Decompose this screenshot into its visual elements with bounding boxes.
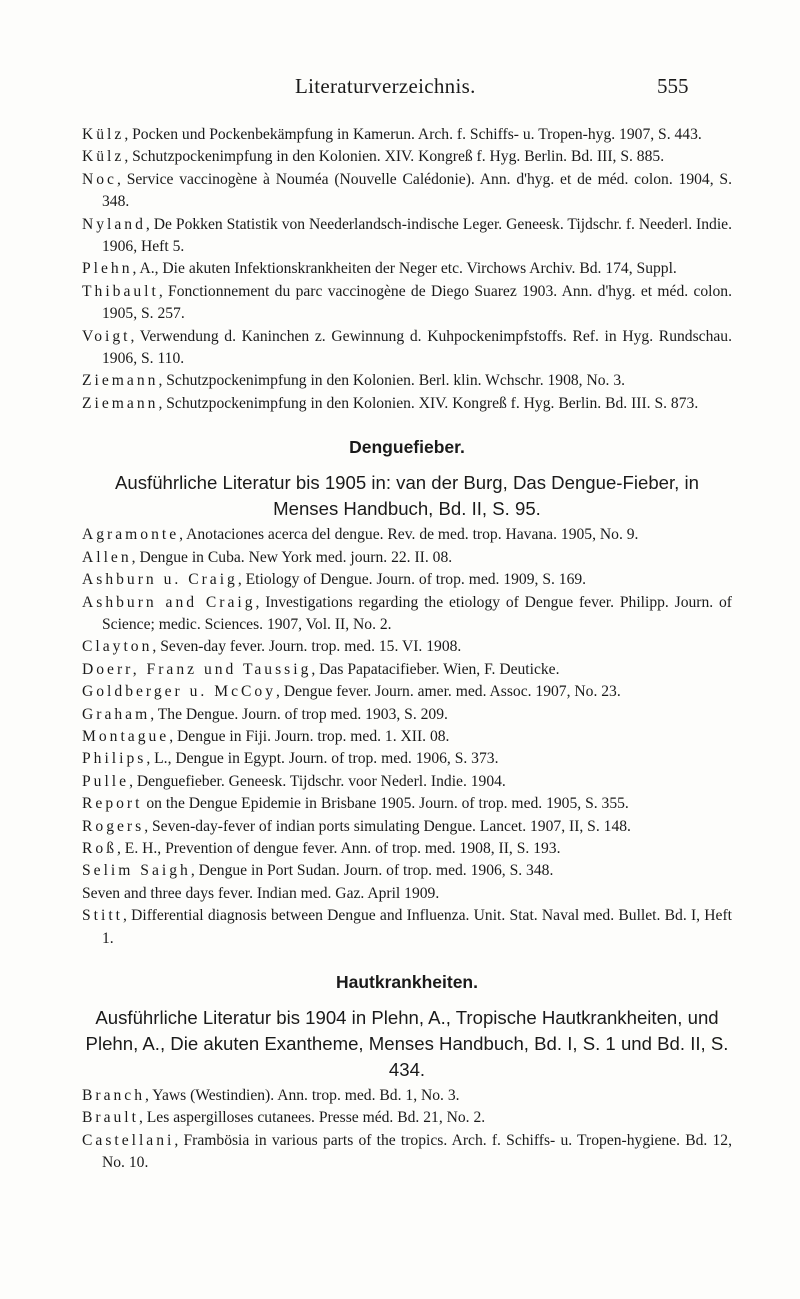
reference-text: , Seven-day-fever of indian ports simulating Dengue. Lancet. 1907, II, S. 148. xyxy=(144,817,631,835)
reference-entry xyxy=(82,659,732,681)
reference-text: Seven and three days fever. Indian med. Gaz. April 1909. xyxy=(82,884,440,902)
reference-author: Stitt xyxy=(82,907,124,925)
reference-entry xyxy=(82,258,732,280)
reference-author: Roß xyxy=(82,839,117,857)
reference-text: , Fonctionnement du parc vaccinogène de Diego Suarez 1903. Ann. d'hyg. et méd. colon. 1905, S. 257. xyxy=(102,282,732,323)
reference-author: Agramonte xyxy=(82,526,180,544)
reference-text: , Schutzpockenimpfung in den Kolonien. Berl. klin. Wchschr. 1908, No. 3. xyxy=(158,372,626,390)
section-title-skin: Hautkrankheiten. xyxy=(336,972,478,992)
reference-entry xyxy=(82,905,732,950)
reference-author: Goldberger u. McCoy xyxy=(82,683,277,701)
reference-entry xyxy=(82,214,732,259)
dengue-intro: Ausführliche Literatur bis 1905 in: van der Burg, Das Dengue-Fieber, in Menses Handbuch, Bd. II, S. 95. xyxy=(115,472,699,520)
reference-text: , Frambösia in various parts of the tropics. Arch. f. Schiffs- u. Tropen-hygiene. Bd. 12, No. 10. xyxy=(102,1131,732,1172)
reference-text: , Yaws (Westindien). Ann. trop. med. Bd. 1, No. 3. xyxy=(145,1087,460,1104)
reference-author: Ashburn u. Craig xyxy=(82,571,238,589)
reference-entry xyxy=(82,281,732,326)
reference-text: , E. H., Prevention of dengue fever. Ann. of trop. med. 1908, II, S. 193. xyxy=(117,839,561,857)
reference-text: , Anotaciones acerca del dengue. Rev. de med. trop. Havana. 1905, No. 9. xyxy=(179,526,639,544)
reference-entry xyxy=(82,569,732,591)
reference-text: , Les aspergilloses cutanees. Presse méd. Bd. 21, No. 2. xyxy=(138,1109,486,1127)
reference-author: Noc xyxy=(82,170,117,188)
reference-entry xyxy=(82,146,732,168)
reference-author: Ashburn and Craig xyxy=(82,593,256,611)
reference-entry xyxy=(82,524,732,546)
reference-text: , L., Dengue in Egypt. Journ. of trop. med. 1906, S. 373. xyxy=(146,750,499,768)
reference-entry xyxy=(82,370,732,392)
reference-entry xyxy=(82,592,732,637)
reference-author: Pulle xyxy=(82,772,130,790)
reference-entry xyxy=(82,726,732,748)
reference-author: Philips xyxy=(82,750,147,768)
reference-text: , A., Die akuten Infektionskrankheiten der Neger etc. Virchows Archiv. Bd. 174, Suppl. xyxy=(132,260,677,278)
reference-text: , Seven-day fever. Journ. trop. med. 15. VI. 1908. xyxy=(152,638,462,656)
reference-text: , De Pokken Statistik von Neederlandsch-indische Leger. Geneesk. Tijdschr. f. Neederl. Indie. 1906, Heft 5. xyxy=(102,215,732,256)
reference-author: Branch xyxy=(82,1087,146,1104)
reference-author: Graham xyxy=(82,705,151,723)
reference-author: Plehn xyxy=(82,260,133,278)
reference-entry xyxy=(82,326,732,371)
reference-text: , Verwendung d. Kaninchen z. Gewinnung d. Kuhpockenimpfstoffs. Ref. in Hyg. Rundschau. 1906, S. 110. xyxy=(102,327,732,368)
reference-text: , Service vaccinogène à Nouméa (Nouvelle Calédonie). Ann. d'hyg. et de méd. colon. 1904, S. 348. xyxy=(102,170,732,211)
reference-text: on the Dengue Epidemie in Brisbane 1905. Journ. of trop. med. 1905, S. 355. xyxy=(142,795,629,813)
reference-entry xyxy=(82,1107,732,1129)
header-title: Literaturverzeichnis. xyxy=(295,74,476,98)
reference-entry xyxy=(82,883,732,905)
reference-entry xyxy=(82,838,732,860)
reference-author: Nyland xyxy=(82,215,146,233)
reference-text: , Dengue fever. Journ. amer. med. Assoc. 1907, No. 23. xyxy=(276,683,621,701)
reference-text: , The Dengue. Journ. of trop med. 1903, S. 209. xyxy=(150,705,448,723)
reference-text: , Differential diagnosis between Dengue and Influenza. Unit. Stat. Naval med. Bullet. Bd. I, Heft 1. xyxy=(102,907,732,947)
skin-reference-list xyxy=(82,1085,732,1175)
reference-entry xyxy=(82,1085,732,1107)
section-title-dengue: Denguefieber. xyxy=(349,437,465,458)
reference-entry xyxy=(82,169,732,214)
reference-author: Report xyxy=(82,795,143,813)
dengue-reference-list xyxy=(82,524,732,950)
reference-author: Külz xyxy=(82,126,125,143)
reference-text: , Denguefieber. Geneesk. Tijdschr. voor Nederl. Indie. 1904. xyxy=(129,772,506,790)
reference-entry xyxy=(82,547,732,569)
reference-text: , Schutzpockenimpfung in den Kolonien. XIV. Kongreß f. Hyg. Berlin. Bd. III. S. 873. xyxy=(158,394,699,412)
reference-entry xyxy=(82,636,732,658)
reference-entry xyxy=(82,771,732,793)
reference-author: Ziemann xyxy=(82,372,159,390)
reference-entry xyxy=(82,681,732,703)
reference-entry xyxy=(82,124,732,146)
reference-author: Allen xyxy=(82,548,132,566)
reference-author: Montague xyxy=(82,727,170,745)
reference-author: Brault xyxy=(82,1109,139,1127)
bibliography xyxy=(82,124,732,1175)
reference-author: Clayton xyxy=(82,638,153,656)
reference-entry xyxy=(82,793,732,815)
reference-author: Ziemann xyxy=(82,394,159,412)
reference-text: , Pocken und Pockenbekämpfung in Kamerun. Arch. f. Schiffs- u. Tropen-hyg. 1907, S. 443. xyxy=(124,126,702,143)
reference-entry xyxy=(82,1130,732,1175)
reference-entry xyxy=(82,860,732,882)
reference-text: , Investigations regarding the etiology of Dengue fever. Philipp. Journ. of Science; medic. Sciences. 1907, Vol. II, No. 2. xyxy=(102,593,732,633)
reference-text: , Das Papatacifieber. Wien, F. Deuticke. xyxy=(311,660,560,678)
reference-text: , Schutzpockenimpfung in den Kolonien. XIV. Kongreß f. Hyg. Berlin. Bd. III, S. 885. xyxy=(124,148,665,166)
skin-intro: Ausführliche Literatur bis 1904 in Plehn, A., Tropische Hautkrankheiten, und Plehn, A., Die akuten Exantheme, Menses Handbuch, Bd. I, S. 1 und Bd. II, S. 434. xyxy=(85,1007,729,1080)
reference-author: Voigt xyxy=(82,327,131,345)
reference-text: , Etiology of Dengue. Journ. of trop. med. 1909, S. 169. xyxy=(237,571,587,589)
reference-text: , Dengue in Cuba. New York med. journ. 22. II. 08. xyxy=(131,548,453,566)
reference-text: , Dengue in Fiji. Journ. trop. med. 1. XII. 08. xyxy=(169,727,450,745)
intro-reference-list xyxy=(82,124,732,415)
reference-text: , Dengue in Port Sudan. Journ. of trop. med. 1906, S. 348. xyxy=(190,862,554,880)
reference-author: Külz xyxy=(82,148,125,166)
running-header xyxy=(0,74,800,104)
page-number: 555 xyxy=(657,74,689,98)
reference-author: Thibault xyxy=(82,282,159,300)
reference-entry xyxy=(82,393,732,415)
reference-entry xyxy=(82,816,732,838)
reference-entry xyxy=(82,704,732,726)
reference-entry xyxy=(82,748,732,770)
reference-author: Doerr, Franz und Taussig xyxy=(82,660,312,678)
reference-author: Castellani xyxy=(82,1131,175,1149)
reference-author: Selim Saigh xyxy=(82,862,191,880)
reference-author: Rogers xyxy=(82,817,145,835)
